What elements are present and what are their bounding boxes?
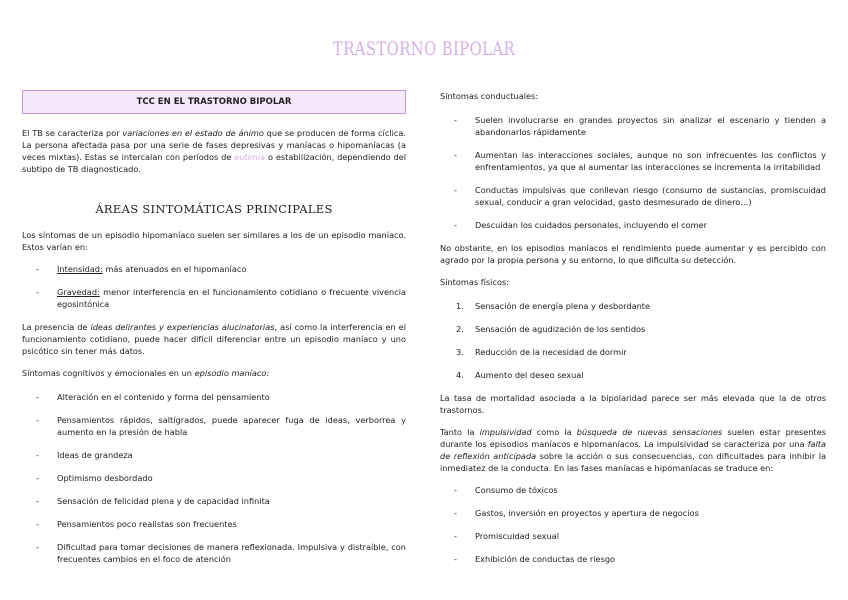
physical-label: Síntomas físicos: — [440, 277, 509, 287]
list-item: - Alteración en el contenido y forma del pensamiento — [36, 392, 270, 402]
list-item: - Consumo de tóxicos — [454, 485, 558, 495]
list-item: 2. Sensación de agudización de los sentidos — [456, 324, 646, 334]
behavioral-list — [440, 114, 826, 231]
list-item: - Conductas impulsivas que conllevan riesgo (consumo de sustancias, promiscuidad sexual, conducir a gran velocidad, gasto desmesurado de dinero…) — [454, 185, 826, 207]
list-item: - Gastos, inversión en proyectos y apertura de negocios — [454, 508, 699, 518]
cognitive-list — [22, 391, 406, 565]
list-item: - Aumentan las interacciones sociales, aunque no son infrecuentes los conflictos y enfrentamientos, ya que al aumentar las interacciones se incrementa la irritabilidad — [454, 150, 826, 172]
delirium-paragraph: La presencia de ideas delirantes y experiencias alucinatorias, así como la interferencia en el funcionamiento cotidiano, puede hacer difícil diferenciar entre un episodio maníaco y uno psicótico sin tener más datos. — [22, 322, 406, 356]
list-item: - Pensamientos rápidos, saltígrados, puede aparecer fuga de ideas, verborrea y aumento en la presión de habla — [36, 415, 406, 437]
list-item: 3. Reducción de la necesidad de dormir — [456, 347, 627, 357]
list-item: - Promiscuidad sexual — [454, 531, 559, 541]
list-item: 1. Sensación de energía plena y desbordante — [456, 301, 651, 311]
list-item: - Exhibición de conductas de riesgo — [454, 554, 616, 564]
impulse-list — [440, 484, 826, 565]
section-header-box — [22, 90, 406, 114]
list-item: - Gravedad: menor interferencia en el funcionamiento cotidiano o frecuente vivencia egosintónica — [36, 287, 406, 309]
variations-list — [22, 263, 406, 310]
list-item: - Optimismo desbordado — [36, 473, 153, 483]
eutimia-term: eutimia — [234, 152, 266, 162]
list-item: - Intensidad: más atenuados en el hipomaníaco — [36, 264, 247, 274]
areas-subtitle: ÁREAS SINTOMÁTICAS PRINCIPALES — [95, 202, 333, 216]
right-column — [440, 90, 826, 576]
left-column — [22, 90, 406, 576]
document-title: TRASTORNO BIPOLAR — [332, 38, 516, 60]
list-item: - Pensamientos poco realistas son frecuentes — [36, 519, 237, 529]
list-item: - Ideas de grandeza — [36, 450, 133, 460]
cognitive-label: Síntomas cognitivos y emocionales en un episodio maníaco: — [22, 368, 270, 378]
list-item: - Sensación de felicidad plena y de capacidad infinita — [36, 496, 270, 506]
physical-list — [440, 300, 826, 381]
list-item: - Suelen involucrarse en grandes proyectos sin analizar el escenario y tienden a abandonarlos rápidamente — [454, 115, 826, 137]
performance-paragraph: No obstante, en los episodios maníacos el rendimiento puede aumentar y es percibido con agrado por la propia persona y su entorno, lo que dificulta su detección. — [440, 243, 826, 265]
behavioral-label: Síntomas conductuales: — [440, 91, 539, 101]
list-item: 4. Aumento del deseo sexual — [456, 370, 584, 380]
areas-intro: Los síntomas de un episodio hipomaníaco suelen ser similares a los de un episodio maníaco. Estos varían en: — [22, 230, 406, 252]
impulsivity-paragraph: Tanto la impulsividad como la búsqueda de nuevas sensaciones suelen estar presentes durante los episodios maníacos e hipomaníacos. La impulsividad se caracteriza por una falta de reflexión anticipada sobre la acción o sus consecuencias, con dificultades para inhibir la inmediatez de la conducta. En las fases maníacas e hipomaníacas se traduce en: — [440, 427, 826, 473]
list-item: - Dificultad para tomar decisiones de manera reflexionada. Impulsiva y distraíble, con frecuentes cambios en el foco de atención — [36, 542, 406, 564]
mortality-paragraph: La tasa de mortalidad asociada a la bipolaridad parece ser más elevada que la de otros trastornos. — [440, 393, 826, 415]
section-header-title: TCC EN EL TRASTORNO BIPOLAR — [136, 97, 292, 107]
intro-paragraph: El TB se caracteriza por variaciones en el estado de ánimo que se producen de forma cíclica. La persona afectada pasa por una serie de fases depresivas y maníacas o hipomaníacas (a veces mixtas). Estas se intercalan con períodos de eutimia o estabilización, dependiendo del subtipo de TB diagnosticado. — [22, 128, 406, 174]
list-item: - Descuidan los cuidados personales, incluyendo el comer — [454, 220, 707, 230]
